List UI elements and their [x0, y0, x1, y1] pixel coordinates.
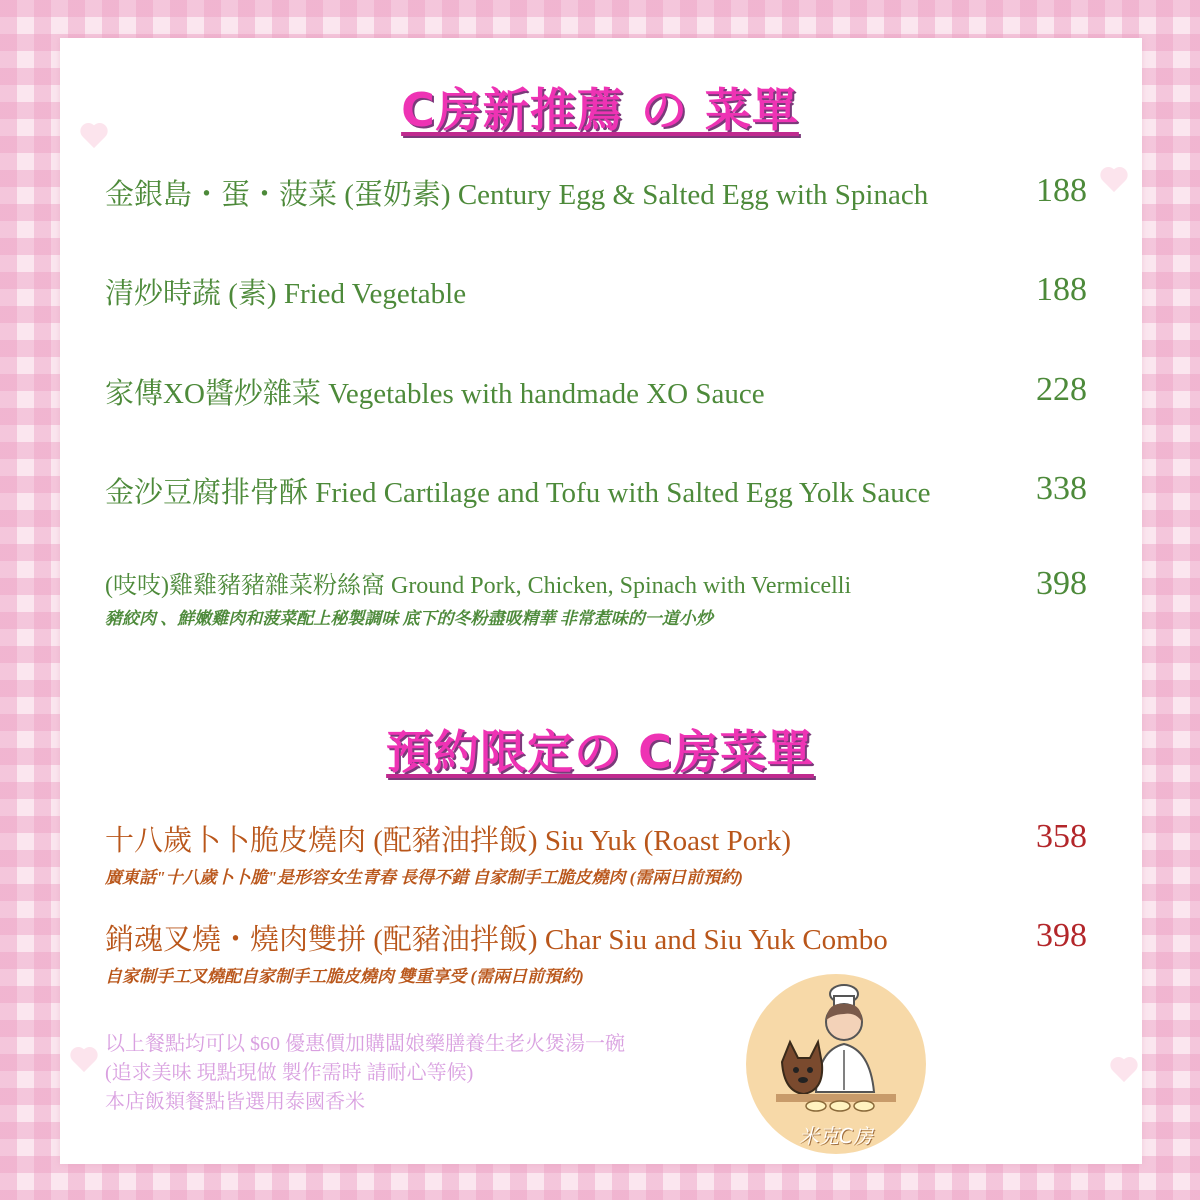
- footer-note: 本店飯類餐點皆選用泰國香米: [105, 1091, 365, 1113]
- item-description: 廣東話"十八歲卜卜脆"是形容女生青春 長得不錯 自家制手工脆皮燒肉 (需兩日前預約): [105, 868, 743, 887]
- item-name: 金銀島・蛋・菠菜 (蛋奶素) Century Egg & Salted Egg with Spinach: [105, 179, 929, 211]
- menu-item: [105, 917, 1095, 987]
- item-name: 銷魂叉燒・燒肉雙拼 (配豬油拌飯) Char Siu and Siu Yuk Combo: [105, 924, 888, 956]
- item-price: 188: [1036, 172, 1087, 209]
- menu-item: [105, 371, 1095, 412]
- section-title-reservation: 預約限定の C房菜單: [386, 725, 814, 779]
- item-name: 十八歲卜卜脆皮燒肉 (配豬油拌飯) Siu Yuk (Roast Pork): [105, 825, 792, 857]
- heart-decoration-icon: [1110, 1058, 1138, 1082]
- menu-item: [105, 271, 1095, 312]
- heart-decoration-icon: [1100, 168, 1128, 192]
- heart-decoration-icon: [70, 1048, 98, 1072]
- menu-item: [105, 818, 1095, 888]
- footer-notes: [105, 1030, 625, 1117]
- item-description: 豬絞肉 、鮮嫩雞肉和菠菜配上秘製調味 底下的冬粉盡吸精華 非常惹味的一道小炒: [105, 609, 713, 628]
- restaurant-logo: [744, 972, 928, 1156]
- menu-item: [105, 565, 1095, 629]
- menu-item: [105, 470, 1095, 511]
- footer-note: (追求美味 現點現做 製作需時 請耐心等候): [105, 1062, 474, 1084]
- footer-note: 以上餐點均可以 $60 優惠價加購闆娘藥膳養生老火煲湯一碗: [105, 1033, 625, 1055]
- item-price: 358: [1036, 818, 1087, 855]
- item-name: (吱吱)雞雞豬豬雜菜粉絲窩 Ground Pork, Chicken, Spinach with Vermicelli: [105, 573, 852, 599]
- menu-item: [105, 172, 1095, 213]
- item-price: 188: [1036, 271, 1087, 308]
- item-name: 金沙豆腐排骨酥 Fried Cartilage and Tofu with Salted Egg Yolk Sauce: [105, 477, 931, 509]
- item-name: 清炒時蔬 (素) Fried Vegetable: [105, 278, 467, 310]
- item-price: 398: [1036, 565, 1087, 602]
- item-price: 398: [1036, 917, 1087, 954]
- item-name: 家傳XO醬炒雜菜 Vegetables with handmade XO Sauce: [105, 378, 765, 410]
- section-title-new: C房新推薦 の 菜單: [401, 83, 799, 137]
- item-description: 自家制手工叉燒配自家制手工脆皮燒肉 雙重享受 (需兩日前預約): [105, 967, 584, 986]
- item-price: 338: [1036, 470, 1087, 507]
- item-price: 228: [1036, 371, 1087, 408]
- logo-text: 米克C房: [799, 1124, 873, 1148]
